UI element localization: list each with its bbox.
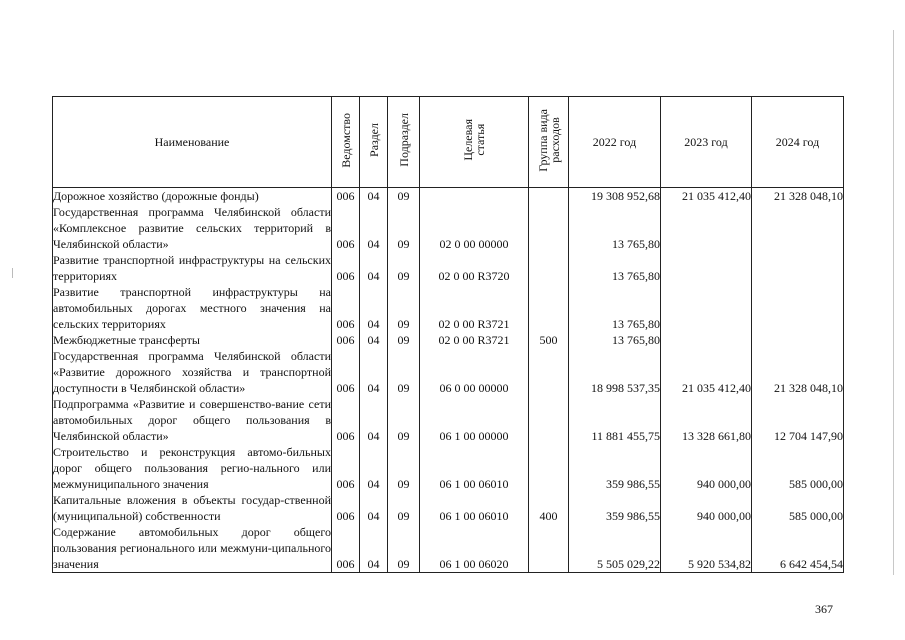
cell-section: 04 [360,332,388,348]
table-row [53,444,844,492]
cell-dept: 006 [332,444,360,492]
cell-exptype [529,188,569,205]
table-row [53,524,844,573]
cell-subsection: 09 [388,188,420,205]
cell-subsection: 09 [388,524,420,573]
cell-2023: 21 035 412,40 [661,188,752,205]
cell-section: 04 [360,204,388,252]
cell-target: 06 0 00 00000 [420,348,529,396]
cell-name: Государственная программа Челябинской области «Развитие дорожного хозяйства и транспортной доступности в Челябинской области» [53,349,331,395]
cell-2022: 13 765,80 [569,252,661,284]
table-row [53,492,844,524]
cell-target: 02 0 00 R3721 [420,284,529,332]
cell-dept: 006 [332,204,360,252]
cell-name: Развитие транспортной инфраструктуры на сельских территориях [53,253,331,283]
cell-name: Подпрограмма «Развитие и совершенство-вание сети автомобильных дорог общего пользования в Челябинской области» [53,397,331,443]
cell-section: 04 [360,444,388,492]
col-header-name: Наименование [53,97,332,188]
cell-subsection: 09 [388,348,420,396]
table-row [53,204,844,252]
cell-2023: 940 000,00 [661,492,752,524]
page-edge-line [893,30,894,575]
cell-name: Строительство и реконструкция автомо-бильных дорог общего пользования регио-нального или межмуниципального значения [53,445,331,491]
cell-2024: 6 642 454,54 [752,524,844,573]
table-body [53,188,844,573]
cell-2024: 585 000,00 [752,492,844,524]
cell-2023 [661,284,752,332]
cell-2023: 940 000,00 [661,444,752,492]
cell-target: 06 1 00 06010 [420,492,529,524]
cell-name: Межбюджетные трансферты [53,332,332,348]
table-row [53,188,844,205]
cell-dept: 006 [332,188,360,205]
cell-section: 04 [360,284,388,332]
cell-target: 02 0 00 R3721 [420,332,529,348]
cell-dept: 006 [332,284,360,332]
cell-exptype [529,284,569,332]
cell-section: 04 [360,252,388,284]
cell-dept: 006 [332,332,360,348]
col-header-target: Целевая статья [461,119,487,161]
table-row [53,396,844,444]
cell-subsection: 09 [388,332,420,348]
cell-2024: 585 000,00 [752,444,844,492]
cell-2023: 13 328 661,80 [661,396,752,444]
cell-section: 04 [360,524,388,573]
cell-target: 06 1 00 00000 [420,396,529,444]
cell-section: 04 [360,188,388,205]
col-header-2024: 2024 год [752,97,844,188]
cell-dept: 006 [332,396,360,444]
cell-target: 02 0 00 00000 [420,204,529,252]
cell-dept: 006 [332,524,360,573]
col-header-subsection: Подраздел [396,113,411,167]
cell-dept: 006 [332,252,360,284]
table-row [53,252,844,284]
cell-section: 04 [360,492,388,524]
cell-dept: 006 [332,348,360,396]
cell-2023 [661,252,752,284]
cell-exptype [529,524,569,573]
scan-mark [12,268,13,278]
cell-dept: 006 [332,492,360,524]
cell-2024: 21 328 048,10 [752,188,844,205]
budget-table [52,96,844,573]
cell-exptype: 500 [529,332,569,348]
cell-2022: 18 998 537,35 [569,348,661,396]
cell-exptype [529,348,569,396]
cell-2022: 19 308 952,68 [569,188,661,205]
cell-2024: 21 328 048,10 [752,348,844,396]
cell-2023 [661,204,752,252]
cell-name: Капитальные вложения в объекты государ-ственной (муниципальной) собственности [53,493,331,523]
col-header-2022: 2022 год [569,97,661,188]
cell-2023 [661,332,752,348]
cell-subsection: 09 [388,204,420,252]
cell-name: Развитие транспортной инфраструктуры на автомобильных дорогах местного значения на сельских территориях [53,285,331,331]
cell-2022: 5 505 029,22 [569,524,661,573]
cell-2022: 13 765,80 [569,204,661,252]
cell-name: Дорожное хозяйство (дорожные фонды) [53,188,332,205]
table-row [53,348,844,396]
cell-exptype [529,444,569,492]
col-header-exptype: Группа вида расходов [535,108,562,172]
cell-2024 [752,284,844,332]
table-row [53,284,844,332]
cell-2022: 13 765,80 [569,284,661,332]
cell-target: 06 1 00 06010 [420,444,529,492]
cell-subsection: 09 [388,492,420,524]
cell-target: 06 1 00 06020 [420,524,529,573]
cell-2024 [752,204,844,252]
cell-2024: 12 704 147,90 [752,396,844,444]
cell-exptype [529,396,569,444]
cell-2023: 5 920 534,82 [661,524,752,573]
header-row [53,97,844,188]
cell-target [420,188,529,205]
col-header-section: Раздел [366,123,381,157]
cell-name: Государственная программа Челябинской области «Комплексное развитие сельских территорий в Челябинской области» [53,205,331,251]
cell-2022: 13 765,80 [569,332,661,348]
cell-2022: 359 986,55 [569,492,661,524]
table-row [53,332,844,348]
cell-2024 [752,252,844,284]
page-number: 367 [815,602,833,616]
cell-exptype [529,204,569,252]
cell-exptype: 400 [529,492,569,524]
cell-name: Содержание автомобильных дорог общего пользования регионального или межмуни-ципального значения [53,525,331,571]
col-header-dept: Ведомство [338,112,353,168]
cell-exptype [529,252,569,284]
cell-2023: 21 035 412,40 [661,348,752,396]
cell-section: 04 [360,348,388,396]
cell-section: 04 [360,396,388,444]
cell-subsection: 09 [388,284,420,332]
cell-2024 [752,332,844,348]
cell-subsection: 09 [388,396,420,444]
cell-subsection: 09 [388,444,420,492]
cell-subsection: 09 [388,252,420,284]
cell-target: 02 0 00 R3720 [420,252,529,284]
col-header-2023: 2023 год [661,97,752,188]
cell-2022: 11 881 455,75 [569,396,661,444]
cell-2022: 359 986,55 [569,444,661,492]
